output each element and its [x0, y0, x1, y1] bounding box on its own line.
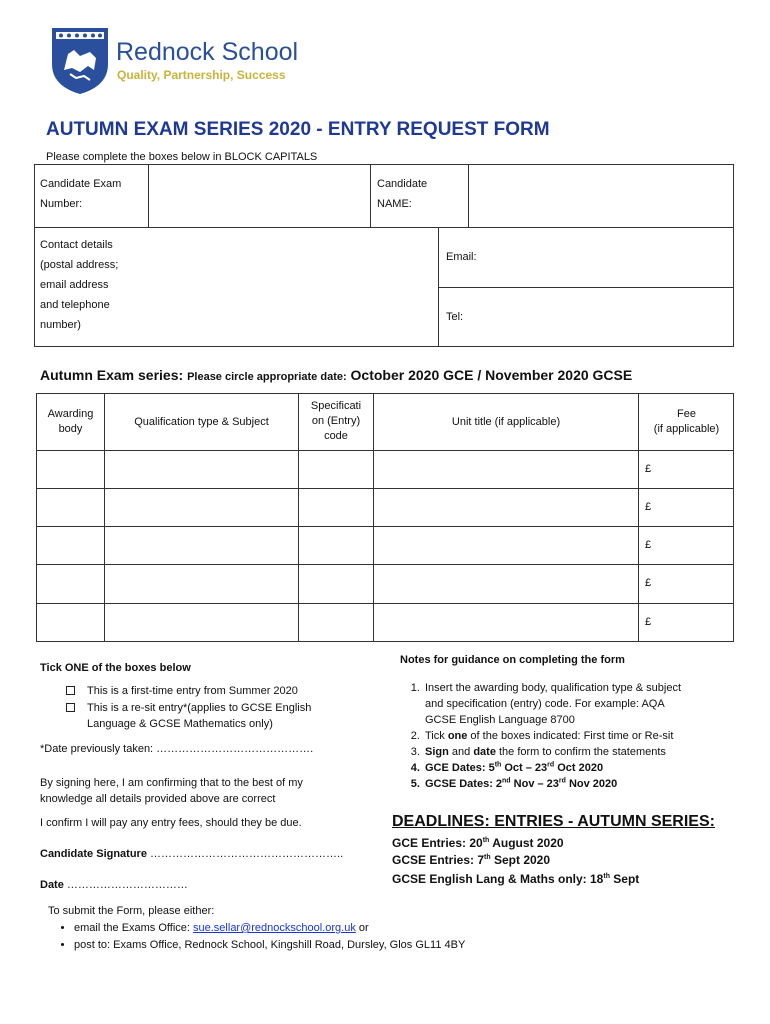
guidance-notes-list	[400, 680, 768, 792]
series-label: Autumn Exam series:	[40, 367, 184, 383]
fees-statement: I confirm I will pay any entry fees, should they be due.	[40, 817, 302, 829]
header-fee: Fee (if applicable)	[653, 408, 720, 435]
candidate-name-label: Candidate NAME:	[377, 178, 428, 210]
tel-field[interactable]	[475, 288, 733, 346]
note-item: 1. Insert the awarding body, qualification type & subject and specification (entry) code. For example: AQA GCSE English Language 8700	[423, 680, 768, 728]
fee-pound-sign: £	[645, 463, 652, 475]
email-label: Email:	[446, 251, 477, 263]
header-spec-code: Specificati on (Entry) code	[310, 400, 362, 442]
note-item-gce-dates: 4. GCE Dates: 5th Oct – 23rd Oct 2020	[423, 760, 768, 776]
first-time-entry-label: This is a first-time entry from Summer 2020	[87, 685, 298, 697]
candidate-exam-number-field[interactable]	[149, 165, 369, 226]
note-item: 2. Tick one of the boxes indicated: First time or Re-sit	[423, 728, 768, 744]
entries-table	[36, 393, 734, 642]
gcse-entries-deadline: GCSE Entries: 7th Sept 2020	[392, 853, 551, 867]
contact-details-label: Contact details (postal address; email address and telephone number)	[40, 239, 119, 331]
header-qualification: Qualification type & Subject	[134, 416, 269, 428]
exams-office-email-link[interactable]: sue.sellar@rednockschool.org.uk	[193, 922, 356, 934]
candidate-signature-line[interactable]: Candidate Signature ……………………………………………..	[40, 848, 344, 860]
gce-entries-deadline: GCE Entries: 20th August 2020	[392, 836, 564, 850]
first-time-entry-checkbox[interactable]	[66, 686, 75, 695]
tel-label: Tel:	[446, 311, 464, 323]
confirmation-statement-cont: knowledge all details provided above are correct	[40, 793, 276, 805]
email-field[interactable]	[490, 228, 733, 286]
english-maths-deadline: GCSE English Lang & Maths only: 18th Sept	[392, 872, 640, 886]
submit-options-list	[50, 920, 465, 954]
block-capitals-instruction: Please complete the boxes below in BLOCK CAPITALS	[46, 151, 318, 163]
resit-entry-label-cont: Language & GCSE Mathematics only)	[87, 718, 273, 730]
header-awarding-body: Awarding body	[47, 408, 94, 435]
deadlines-heading: DEADLINES: ENTRIES - AUTUMN SERIES:	[392, 813, 715, 830]
candidate-name-field[interactable]	[469, 165, 733, 226]
school-name: Rednock School	[116, 38, 299, 66]
fee-pound-sign: £	[645, 539, 652, 551]
confirmation-statement: By signing here, I am confirming that to the best of my	[40, 777, 303, 789]
tick-heading: Tick ONE of the boxes below	[40, 662, 191, 674]
candidate-exam-number-label: Candidate Exam Number:	[40, 178, 122, 210]
date-previously-taken[interactable]: *Date previously taken: …………………………………….	[40, 743, 314, 755]
contact-details-field[interactable]	[149, 228, 437, 346]
header-unit-title: Unit title (if applicable)	[451, 416, 561, 428]
school-tagline: Quality, Partnership, Success	[117, 68, 286, 82]
series-dates[interactable]: October 2020 GCE / November 2020 GCSE	[350, 367, 633, 383]
exam-series-line	[40, 367, 632, 383]
note-item: 3. Sign and date the form to confirm the statements	[423, 744, 768, 760]
fee-pound-sign: £	[645, 501, 652, 513]
resit-entry-label: This is a re-sit entry*(applies to GCSE English	[87, 702, 312, 714]
fee-pound-sign: £	[645, 577, 652, 589]
submit-by-email: • email the Exams Office: sue.sellar@rednockschool.org.uk or	[74, 920, 465, 937]
resit-entry-checkbox[interactable]	[66, 703, 75, 712]
school-crest-logo	[50, 26, 110, 96]
form-title: AUTUMN EXAM SERIES 2020 - ENTRY REQUEST FORM	[46, 119, 550, 140]
note-item-gcse-dates: 5. GCSE Dates: 2nd Nov – 23rd Nov 2020	[423, 776, 768, 792]
submit-by-post: • post to: Exams Office, Rednock School, Kingshill Road, Dursley, Glos GL11 4BY	[74, 937, 465, 954]
submit-intro: To submit the Form, please either:	[48, 905, 215, 917]
series-instruction: Please circle appropriate date:	[187, 371, 347, 383]
date-line[interactable]: Date ……………………………	[40, 879, 188, 891]
notes-heading: Notes for guidance on completing the form	[400, 654, 625, 666]
fee-pound-sign: £	[645, 616, 652, 628]
